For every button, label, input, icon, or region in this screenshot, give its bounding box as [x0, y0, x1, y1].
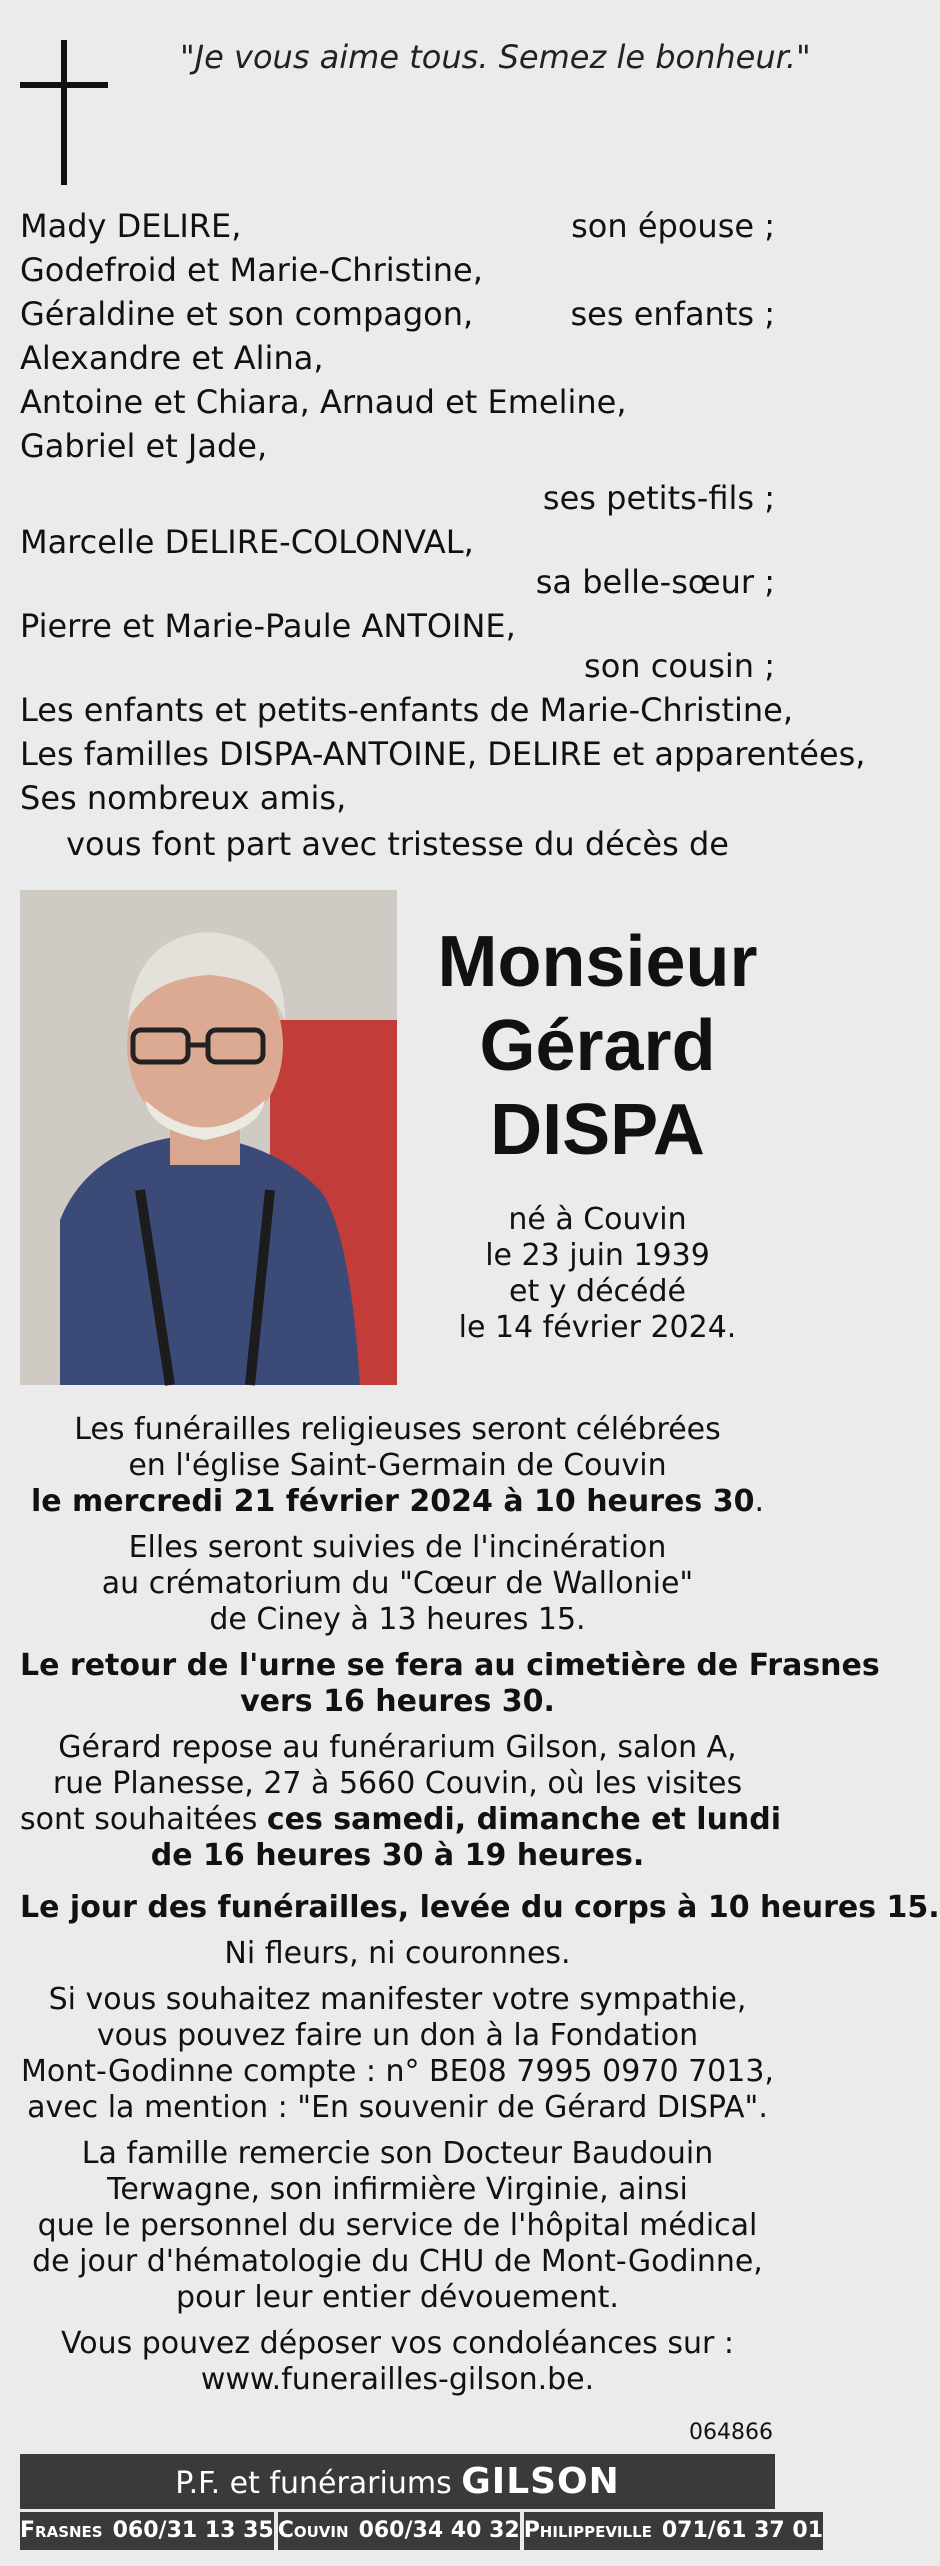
family-line: Gabriel et Jade,: [20, 427, 268, 465]
condolences-link[interactable]: www.funerailles-gilson.be.: [200, 2362, 595, 2397]
deceased-last-name: DISPA: [490, 1090, 705, 1170]
funeral-home-line: Gérard repose au funérarium Gilson, salon A,: [58, 1730, 737, 1765]
funeral-director-banner: P.F. et funérariums GILSON: [20, 2454, 775, 2509]
family-line: Ses nombreux amis,: [20, 779, 347, 817]
donation-mention: avec la mention : "En souvenir de Gérard DISPA".: [27, 2090, 768, 2125]
cremation-line: de Ciney à 13 heures 15.: [209, 1602, 586, 1637]
family-line: Marcelle DELIRE-COLONVAL,: [20, 523, 474, 561]
birth-date: le 23 juin 1939: [485, 1238, 710, 1273]
deceased-first-name: Gérard: [479, 1006, 716, 1086]
cremation-line: Elles seront suivies de l'incinération: [128, 1530, 667, 1565]
contact-bar: [20, 2512, 823, 2550]
donation-line: vous pouvez faire un don à la Fondation: [96, 2018, 699, 2053]
thanks-line: pour leur entier dévouement.: [176, 2280, 619, 2315]
thanks-line: La famille remercie son Docteur Baudouin: [81, 2136, 714, 2171]
thanks-line: de jour d'hématologie du CHU de Mont-Godinne,: [32, 2244, 763, 2279]
cross-icon-horizontal: [20, 82, 108, 88]
death-date: le 14 février 2024.: [458, 1310, 737, 1345]
funeral-home-line: rue Planesse, 27 à 5660 Couvin, où les visites: [52, 1766, 743, 1801]
departure-line: Le jour des funérailles, levée du corps à 10 heures 15.: [20, 1890, 940, 1925]
ceremony-line: Les funérailles religieuses seront célébrées: [74, 1412, 721, 1447]
family-line: Godefroid et Marie-Christine,: [20, 251, 483, 289]
birth-place: né à Couvin: [508, 1202, 687, 1237]
cross-icon-vertical: [61, 40, 67, 185]
donation-account: Mont-Godinne compte : n° BE08 7995 0970 7013,: [21, 2054, 774, 2089]
family-line: son cousin ;: [584, 647, 775, 685]
contact-couvin: Couvin 060/34 40 32: [278, 2512, 520, 2550]
urn-return-line: vers 16 heures 30.: [240, 1684, 555, 1719]
family-line: Géraldine et son compagon, ses enfants ;: [20, 295, 775, 333]
brand-name: GILSON: [461, 2461, 620, 2502]
portrait-photo: [20, 890, 397, 1385]
family-line: Pierre et Marie-Paule ANTOINE,: [20, 607, 516, 645]
no-flowers: Ni fleurs, ni couronnes.: [224, 1936, 571, 1971]
death-place: et y décédé: [509, 1274, 686, 1309]
visit-line: sont souhaitées ces samedi, dimanche et lundi: [20, 1802, 782, 1837]
portrait-illustration: [20, 890, 397, 1385]
urn-return-line: Le retour de l'urne se fera au cimetière de Frasnes: [20, 1648, 880, 1683]
quote: "Je vous aime tous. Semez le bonheur.": [180, 38, 811, 76]
family-line: Alexandre et Alina,: [20, 339, 324, 377]
thanks-line: que le personnel du service de l'hôpital médical: [37, 2208, 758, 2243]
cremation-line: au crématorium du "Cœur de Wallonie": [101, 1566, 694, 1601]
deceased-title: Monsieur: [437, 922, 758, 1002]
thanks-line: Terwagne, son infirmière Virginie, ainsi: [107, 2172, 688, 2207]
family-line: ses petits-fils ;: [542, 479, 775, 517]
ceremony-date: le mercredi 21 février 2024 à 10 heures 30.: [30, 1484, 765, 1519]
family-line: sa belle-sœur ;: [535, 563, 775, 601]
announcement: vous font part avec tristesse du décès de: [66, 825, 729, 863]
visit-hours: de 16 heures 30 à 19 heures.: [150, 1838, 645, 1873]
reference-number: 064866: [689, 2420, 773, 2445]
donation-line: Si vous souhaitez manifester votre sympathie,: [48, 1982, 747, 2017]
contact-philippeville: Philippeville 071/61 37 01: [524, 2512, 823, 2550]
family-line: Antoine et Chiara, Arnaud et Emeline,: [20, 383, 627, 421]
family-line: Mady DELIRE, son épouse ;: [20, 207, 775, 245]
family-line: Les enfants et petits-enfants de Marie-Christine,: [20, 691, 794, 729]
contact-frasnes: Frasnes 060/31 13 35: [20, 2512, 274, 2550]
ceremony-line: en l'église Saint-Germain de Couvin: [128, 1448, 667, 1483]
condolences-line: Vous pouvez déposer vos condoléances sur :: [61, 2326, 734, 2361]
family-line: Les familles DISPA-ANTOINE, DELIRE et apparentées,: [20, 735, 866, 773]
